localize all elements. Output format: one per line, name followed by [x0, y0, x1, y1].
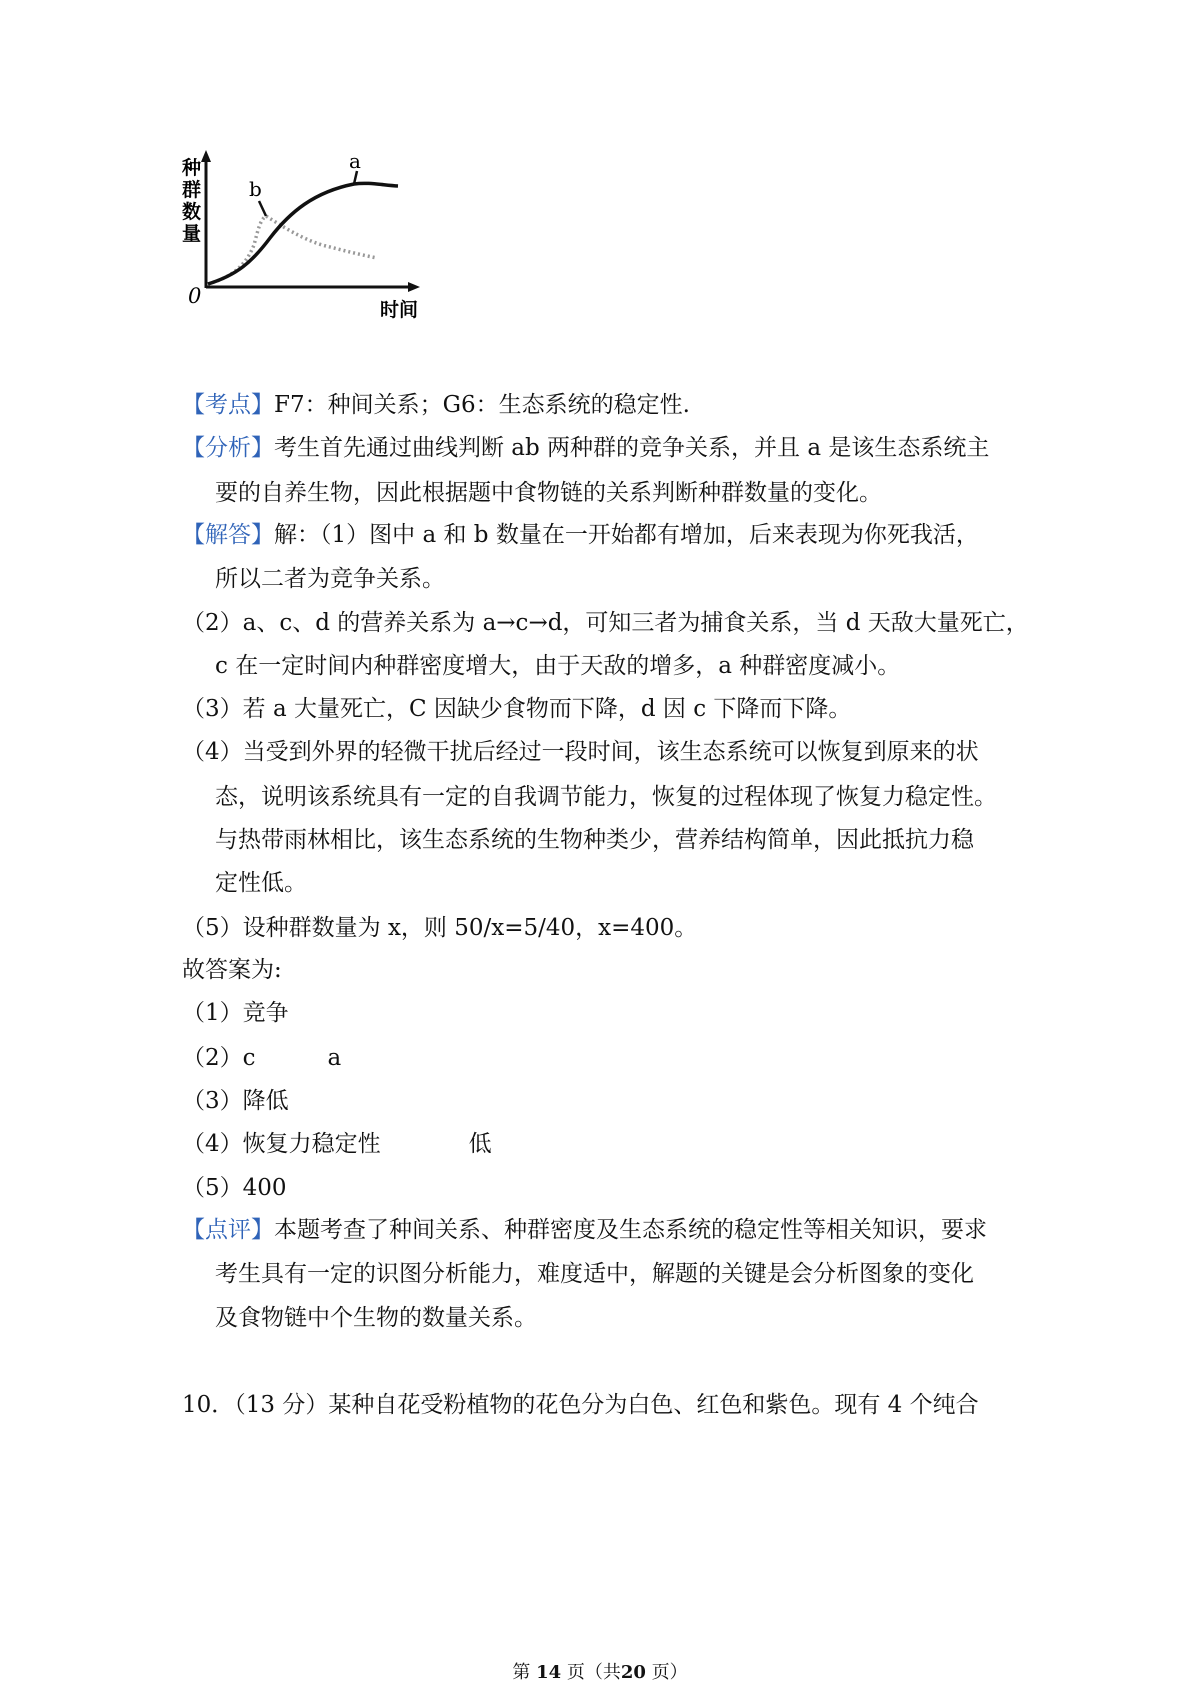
fenxi-tag: 【分析】	[182, 435, 274, 461]
answers-heading: 故答案为:	[182, 957, 282, 983]
x-axis-label: 时间	[380, 299, 419, 321]
kaodian-text: F7：种间关系；G6：生态系统的稳定性.	[274, 392, 690, 418]
dianping-text-1: 本题考查了种间关系、种群密度及生态系统的稳定性等相关知识，要求	[274, 1217, 987, 1243]
page-footer	[0, 1658, 1200, 1684]
jieda-p4-line-1: （4）当受到外界的轻微干扰后经过一段时间，该生态系统可以恢复到原来的状	[182, 739, 979, 765]
footer-mid: 页（共	[566, 1662, 621, 1683]
jieda-p4-line-3: 与热带雨林相比，该生态系统的生物种类少，营养结构简单，因此抵抗力稳	[215, 827, 974, 853]
jieda-tag: 【解答】	[182, 522, 274, 548]
y-label-char-2: 群	[182, 179, 202, 201]
y-axis-arrow	[201, 150, 211, 162]
kaodian-tag: 【考点】	[182, 392, 274, 418]
answer-2	[182, 1043, 341, 1073]
answer-5: （5）400	[182, 1175, 287, 1201]
answer-2-first: （2）c	[182, 1045, 256, 1071]
dianping-tag: 【点评】	[182, 1217, 274, 1243]
footer-pre: 第	[512, 1662, 531, 1683]
jieda-text-1: 解：（1）图中 a 和 b 数量在一开始都有增加，后来表现为你死我活，	[274, 522, 979, 548]
y-label-char-3: 数	[182, 201, 202, 223]
jieda-line-2: 所以二者为竞争关系。	[215, 566, 445, 592]
footer-page-number: 14	[536, 1662, 562, 1683]
origin-label: 0	[188, 284, 202, 308]
dianping-line-3: 及食物链中个生物的数量关系。	[215, 1305, 537, 1331]
answer-1: （1）竞争	[182, 1000, 289, 1026]
footer-post: 页）	[651, 1662, 688, 1683]
population-figure	[182, 150, 482, 355]
answer-4	[182, 1129, 492, 1159]
jieda-p4-line-4: 定性低。	[215, 870, 307, 896]
answer-2-second: a	[327, 1045, 342, 1071]
jieda-p4-line-2: 态，说明该系统具有一定的自我调节能力，恢复的过程体现了恢复力稳定性。	[215, 784, 997, 810]
jieda-line-1	[182, 520, 979, 550]
curve-a	[208, 183, 398, 284]
curve-b-label: b	[249, 177, 262, 201]
answer-4-first: （4）恢复力稳定性	[182, 1131, 381, 1157]
kaodian-line	[182, 390, 690, 420]
fenxi-text-1: 考生首先通过曲线判断 ab 两种群的竞争关系，并且 a 是该生态系统主	[274, 435, 990, 461]
curve-a-label: a	[349, 150, 361, 173]
fenxi-line-2: 要的自养生物，因此根据题中食物链的关系判断种群数量的变化。	[215, 480, 882, 506]
jieda-p2-line-1: （2）a、c、d 的营养关系为 a→c→d，可知三者为捕食关系，当 d 天敌大量死亡，	[182, 610, 1029, 636]
dianping-line-1	[182, 1215, 987, 1245]
jieda-p5: （5）设种群数量为 x，则 50/x=5/40，x=400。	[182, 915, 698, 941]
y-label-char-4: 量	[182, 223, 202, 245]
answer-3: （3）降低	[182, 1088, 289, 1114]
y-label-char-1: 种	[182, 157, 202, 179]
answer-4-second: 低	[468, 1131, 492, 1157]
question-10: 10．（13 分）某种自花受粉植物的花色分为白色、红色和紫色。现有 4 个纯合	[182, 1392, 979, 1418]
x-axis-arrow	[408, 282, 420, 292]
dianping-line-2: 考生具有一定的识图分析能力，难度适中，解题的关键是会分析图象的变化	[215, 1261, 974, 1287]
curve-b-leader	[259, 201, 266, 216]
footer-total-pages: 20	[620, 1662, 646, 1683]
jieda-p2-line-2: c 在一定时间内种群密度增大，由于天敌的增多，a 种群密度减小。	[215, 653, 901, 679]
fenxi-line-1	[182, 433, 989, 463]
jieda-p3: （3）若 a 大量死亡，C 因缺少食物而下降，d 因 c 下降而下降。	[182, 696, 852, 722]
